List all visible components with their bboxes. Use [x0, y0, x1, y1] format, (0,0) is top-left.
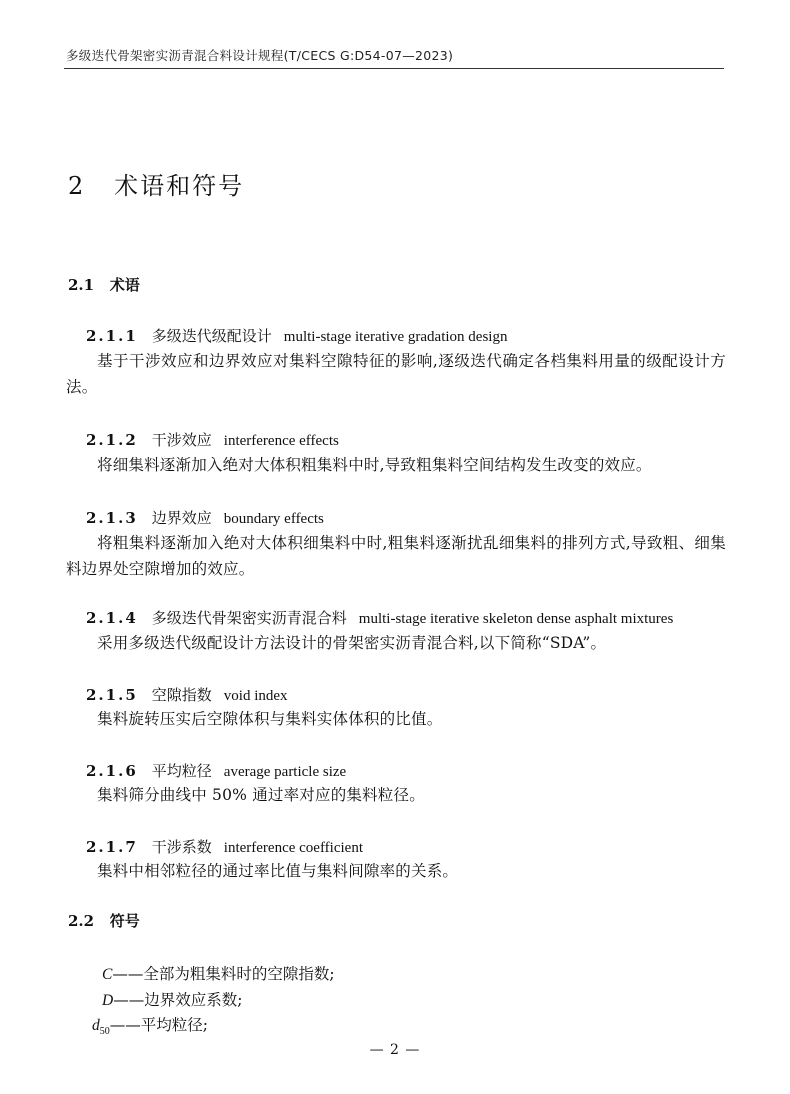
term-name-zh: 空隙指数	[151, 686, 212, 704]
term-definition: 将细集料逐渐加入绝对大体积粗集料中时,导致粗集料空间结构发生改变的效应。	[97, 456, 652, 474]
running-header: 多级迭代骨架密实沥青混合料设计规程(T/CECS G:D54-07—2023)	[66, 48, 454, 63]
term-number: 2.1.4	[86, 609, 138, 627]
term-heading	[86, 507, 324, 528]
term-definition: 采用多级迭代级配设计方法设计的骨架密实沥青混合料,以下简称“SDA”。	[97, 634, 607, 652]
term-name-en: boundary effects	[223, 511, 324, 527]
term-definition: 集料旋转压实后空隙体积与集料实体体积的比值。	[97, 710, 443, 728]
term-name-en: interference effects	[223, 433, 339, 449]
term-definition: 基于干涉效应和边界效应对集料空隙特征的影响,逐级迭代确定各档集料用量的级配设计方法。	[66, 352, 726, 396]
term-name-en: average particle size	[223, 764, 347, 780]
term-number: 2.1.1	[86, 327, 138, 345]
symbol-description: ——全部为粗集料时的空隙指数;	[112, 965, 335, 983]
term-number: 2.1.3	[86, 509, 138, 527]
header-rule	[64, 68, 724, 69]
term-name-zh: 干涉效应	[151, 431, 212, 449]
symbol-description: ——边界效应系数;	[113, 991, 243, 1009]
symbol	[92, 1017, 110, 1038]
term-number: 2.1.2	[86, 431, 138, 449]
term-heading	[86, 325, 507, 346]
chapter-title: 2 术语和符号	[68, 172, 245, 200]
symbol-subscript: 50	[99, 1026, 110, 1038]
term-name-zh: 干涉系数	[151, 838, 212, 856]
section-heading-terms: 2.1 术语	[68, 276, 140, 294]
term-number: 2.1.7	[86, 838, 138, 856]
term-name-en: interference coefficient	[223, 840, 363, 856]
symbol-entry	[102, 988, 242, 1010]
page-number: — 2 —	[369, 1042, 421, 1058]
term-definition: 集料中相邻粒径的通过率比值与集料间隙率的关系。	[97, 862, 459, 880]
term-heading	[86, 429, 339, 450]
symbol-letter: d	[92, 1017, 100, 1034]
term-name-en: void index	[223, 688, 288, 704]
term-name-zh: 多级迭代级配设计	[151, 327, 272, 345]
term-name-zh: 平均粒径	[151, 762, 212, 780]
symbol: D	[102, 992, 114, 1009]
term-name-en: multi-stage iterative gradation design	[283, 329, 508, 345]
symbol-entry	[102, 962, 335, 984]
term-heading	[86, 760, 346, 781]
term-heading	[86, 836, 363, 857]
symbol-description: ——平均粒径;	[109, 1016, 208, 1034]
term-heading	[86, 607, 673, 628]
term-heading	[86, 684, 288, 705]
term-name-zh: 边界效应	[151, 509, 212, 527]
symbol: C	[102, 966, 113, 983]
term-number: 2.1.5	[86, 686, 138, 704]
term-number: 2.1.6	[86, 762, 138, 780]
symbol-entry	[92, 1013, 208, 1037]
term-definition: 将粗集料逐渐加入绝对大体积细集料中时,粗集料逐渐扰乱细集料的排列方式,导致粗、细集料边界处空隙增加的效应。	[66, 534, 726, 578]
section-heading-symbols: 2.2 符号	[68, 912, 140, 930]
term-name-zh: 多级迭代骨架密实沥青混合料	[151, 609, 347, 627]
term-name-en: multi-stage iterative skeleton dense asphalt mixtures	[358, 611, 674, 627]
term-definition: 集料筛分曲线中 50% 通过率对应的集料粒径。	[97, 786, 425, 804]
